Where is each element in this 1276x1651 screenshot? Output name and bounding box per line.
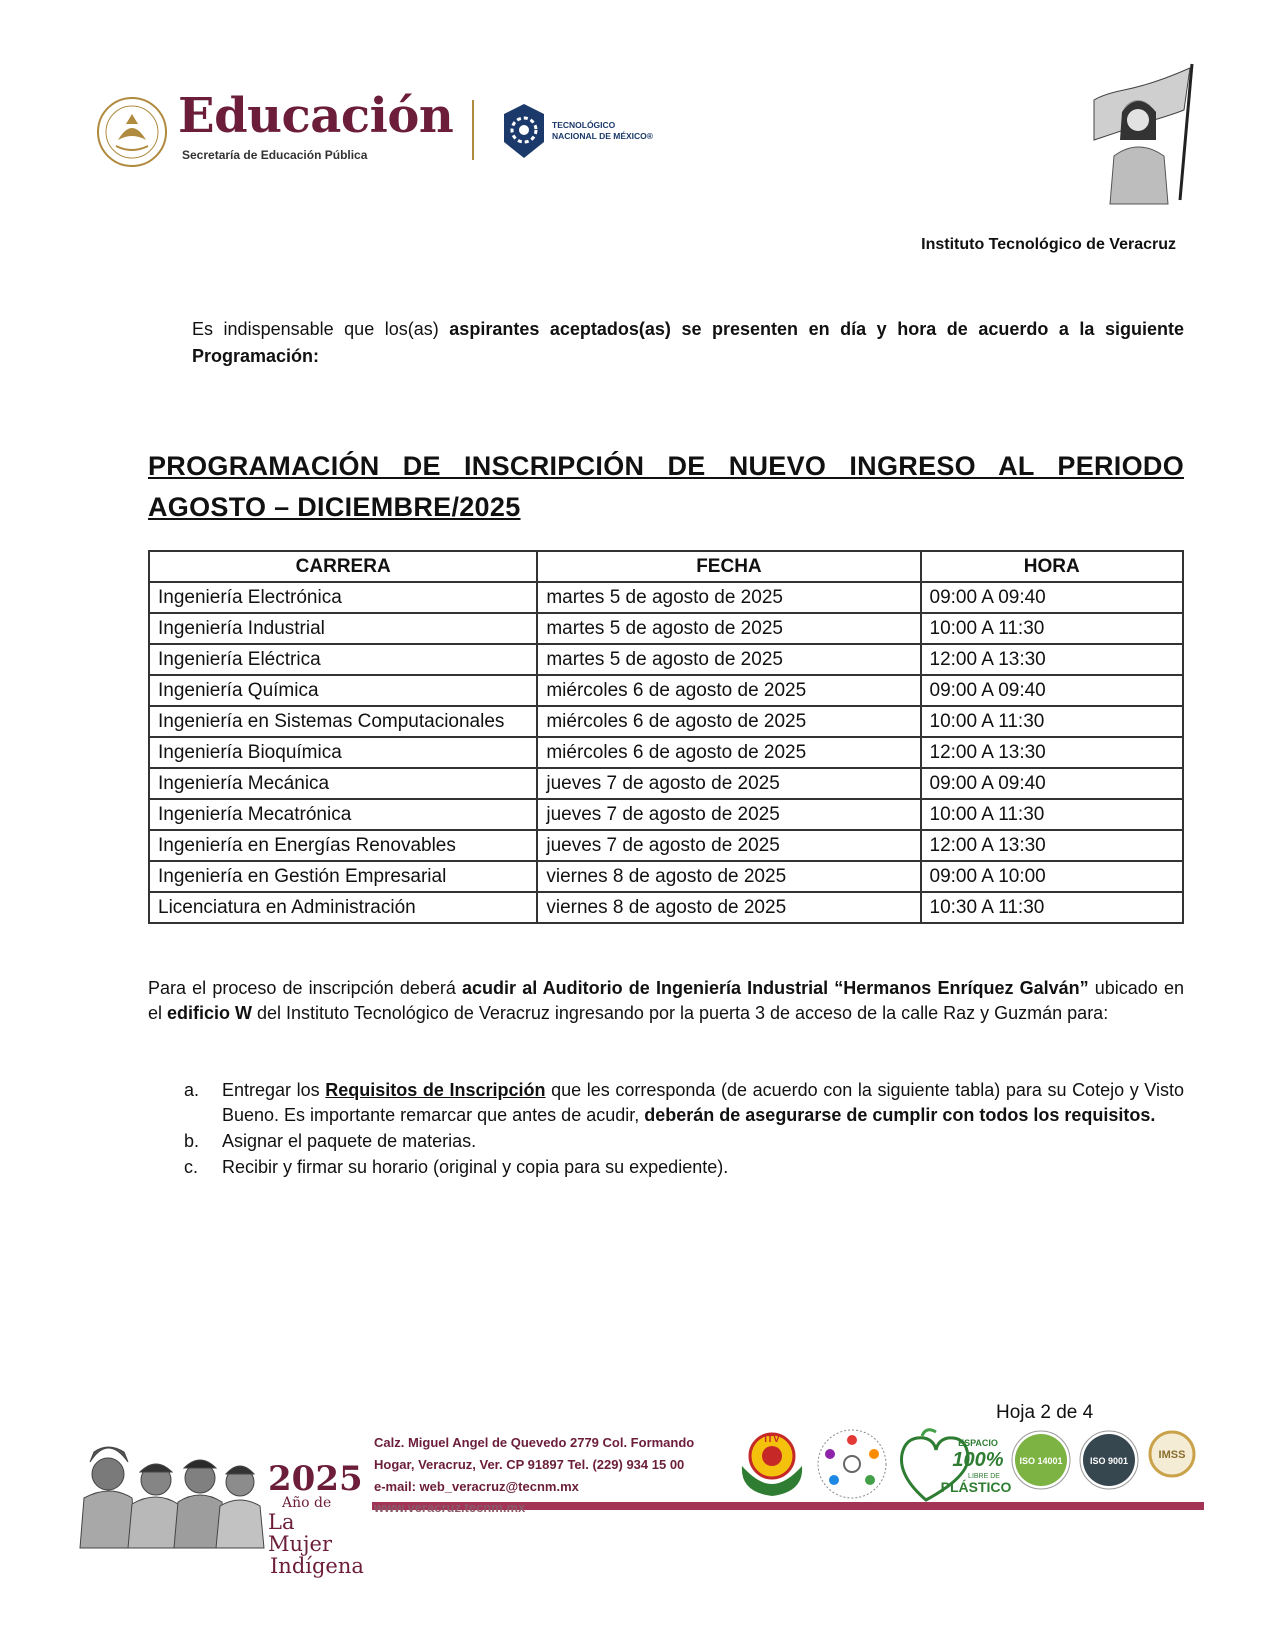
table-row [149,613,1183,644]
education-logo-title: Educación [178,88,454,144]
instructions-paragraph [148,976,1184,1026]
cell-hora: 10:00 A 11:30 [921,613,1183,644]
espacio-text: ESPACIO [958,1438,998,1448]
contact-info [374,1432,694,1498]
cell-fecha: martes 5 de agosto de 2025 [537,613,920,644]
cell-hora: 09:00 A 09:40 [921,582,1183,613]
table-row [149,830,1183,861]
list-marker: b. [184,1131,200,1151]
indigenous-women-illustration [70,1428,266,1548]
cell-hora: 10:00 A 11:30 [921,799,1183,830]
cell-carrera: Ingeniería Electrónica [149,582,537,613]
imss-seal-icon [1146,1426,1198,1496]
year-ano-text: Año de [282,1495,332,1511]
year-indigena-text: Indígena [270,1554,364,1578]
cell-carrera: Licenciatura en Administración [149,892,537,923]
itv-logo-text: ITV [764,1434,780,1445]
step-c-text: Recibir y firmar su horario (original y copia para su expediente). [222,1157,729,1177]
cell-hora: 10:00 A 11:30 [921,706,1183,737]
table-row [149,737,1183,768]
plastic-free-space-seal-icon [896,1426,1012,1506]
national-seal-icon [96,96,168,168]
iso-9001-text: ISO 9001 [1089,1456,1129,1466]
intro-text: Es indispensable que los(as) [192,319,450,339]
tecnm-logo-icon [500,102,548,160]
header-fecha: FECHA [537,551,920,582]
tecnm-name-line1: TECNOLÓGICO [552,120,616,130]
year-of-indigenous-woman [268,1459,364,1578]
email-line: e-mail: web_veracruz@tecnm.mx [374,1479,579,1494]
table-row [149,861,1183,892]
cell-fecha: miércoles 6 de agosto de 2025 [537,737,920,768]
para-bold-auditorium: acudir al Auditorio de Ingeniería Industrial “Hermanos Enríquez Galván” [462,978,1089,998]
education-logo-subtitle: Secretaría de Educación Pública [182,148,368,162]
table-row [149,799,1183,830]
step-a-bold: deberán de asegurarse de cumplir con todos los requisitos. [644,1105,1156,1125]
labor-equality-seal-icon [812,1426,892,1502]
para-text-2: ubicado en el [148,978,1184,1023]
iso-14001-text: ISO 14001 [1019,1456,1063,1466]
cell-carrera: Ingeniería Industrial [149,613,537,644]
cell-fecha: viernes 8 de agosto de 2025 [537,861,920,892]
requisitos-link: Requisitos de Inscripción [325,1080,546,1100]
step-a-part2: que les corresponda (de acuerdo con la siguiente tabla) para su Cotejo y Visto Bueno. Es importante remarcar que antes de acudir, [222,1080,1184,1125]
header-hora: HORA [921,551,1183,582]
address-line-1: Calz. Miguel Angel de Quevedo 2779 Col. Formando [374,1435,695,1450]
cell-carrera: Ingeniería Eléctrica [149,644,537,675]
cell-hora: 12:00 A 13:30 [921,737,1183,768]
cell-carrera: Ingeniería Química [149,675,537,706]
year-mujer-text: La Mujer [268,1510,333,1556]
cell-carrera: Ingeniería Bioquímica [149,737,537,768]
header-carrera: CARRERA [149,551,537,582]
cell-fecha: viernes 8 de agosto de 2025 [537,892,920,923]
para-text-1: Para el proceso de inscripción deberá [148,978,463,998]
table-row [149,644,1183,675]
para-bold-building: edificio W [167,1003,253,1023]
cell-carrera: Ingeniería en Energías Renovables [149,830,537,861]
iso-14001-seal-icon [1010,1426,1072,1496]
iso-9001-seal-icon [1078,1426,1140,1496]
year-number: 2025 [268,1459,363,1499]
steps-list [148,1078,1184,1181]
plastico-text: PLÁSTICO [940,1479,1012,1495]
cell-fecha: miércoles 6 de agosto de 2025 [537,706,920,737]
cell-hora: 12:00 A 13:30 [921,830,1183,861]
cell-carrera: Ingeniería en Sistemas Computacionales [149,706,537,737]
para-text-3: del Instituto Tecnológico de Veracruz ingresando por la puerta 3 de acceso de la calle Raz y Guzmán para: [252,1003,1109,1023]
cell-hora: 12:00 A 13:30 [921,644,1183,675]
intro-bold-text: aspirantes aceptados(as) se presenten en día y hora de acuerdo a la siguiente Programación: [192,319,1184,366]
step-a-part1: Entregar los [222,1080,326,1100]
website-link[interactable]: www.veracruz.tecnm.mx [374,1500,526,1515]
cell-hora: 09:00 A 09:40 [921,768,1183,799]
table-row [149,675,1183,706]
step-b-text: Asignar el paquete de materias. [222,1131,477,1151]
cell-fecha: miércoles 6 de agosto de 2025 [537,675,920,706]
tecnm-logo-text [552,120,653,142]
flag-bearer-illustration [1064,60,1208,204]
table-row [149,706,1183,737]
list-marker: a. [184,1080,200,1100]
institute-name: Instituto Tecnológico de Veracruz [921,236,1176,253]
cell-fecha: jueves 7 de agosto de 2025 [537,799,920,830]
page-number: Hoja 2 de 4 [996,1402,1094,1423]
imss-text: IMSS [1158,1449,1186,1461]
enrollment-schedule-table [148,550,1184,924]
table-row [149,768,1183,799]
step-a-text [222,1078,1184,1128]
list-marker: c. [184,1157,199,1177]
table-row [149,582,1183,613]
list-item [148,1129,1184,1154]
table-row [149,892,1183,923]
cell-carrera: Ingeniería Mecatrónica [149,799,537,830]
cell-hora: 10:30 A 11:30 [921,892,1183,923]
cien-text: 100% [952,1449,1004,1471]
cell-carrera: Ingeniería en Gestión Empresarial [149,861,537,892]
cell-fecha: martes 5 de agosto de 2025 [537,644,920,675]
list-item [148,1155,1184,1180]
cell-hora: 09:00 A 09:40 [921,675,1183,706]
table-header-row [149,551,1183,582]
cell-carrera: Ingeniería Mecánica [149,768,537,799]
itv-logo-icon [736,1426,808,1498]
intro-paragraph [192,316,1184,370]
tecnm-name-line2: NACIONAL DE MÉXICO® [552,131,654,141]
libre-text: LIBRE DE [968,1473,1000,1480]
cell-fecha: jueves 7 de agosto de 2025 [537,830,920,861]
cell-hora: 09:00 A 10:00 [921,861,1183,892]
list-item [148,1078,1184,1128]
header-divider [472,100,474,160]
cell-fecha: martes 5 de agosto de 2025 [537,582,920,613]
address-line-2: Hogar, Veracruz, Ver. CP 91897 Tel. (229) 934 15 00 [374,1457,685,1472]
cell-fecha: jueves 7 de agosto de 2025 [537,768,920,799]
document-title: PROGRAMACIÓN DE INSCRIPCIÓN DE NUEVO INGRESO AL PERIODO AGOSTO – DICIEMBRE/2025 [148,451,1184,522]
